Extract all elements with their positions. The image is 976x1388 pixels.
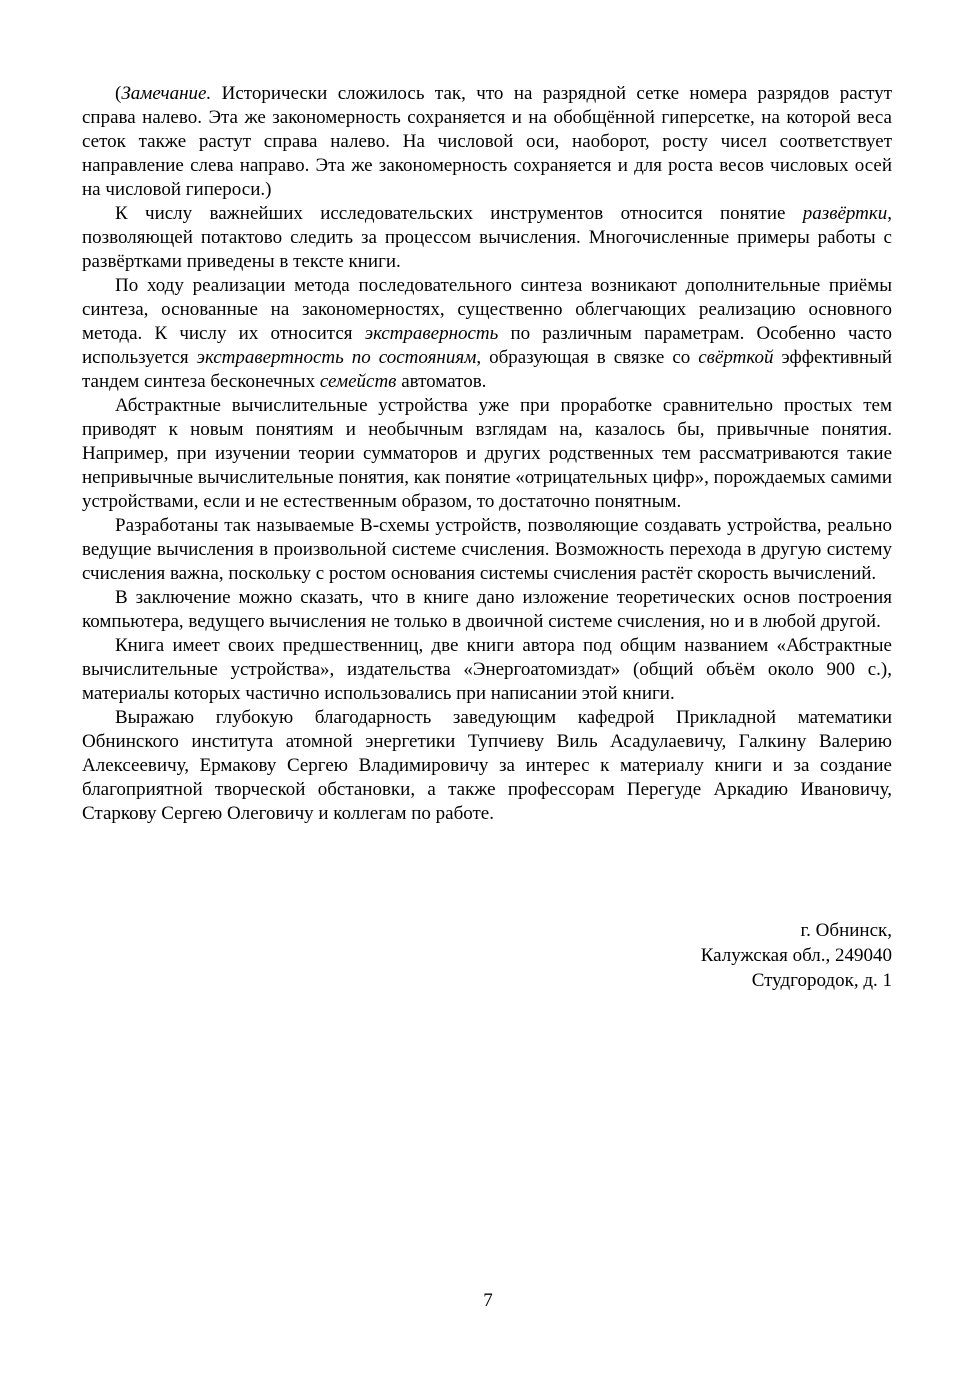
address-city: г. Обнинск, — [800, 920, 892, 941]
text-run: Выражаю глубокую благодарность заведующим кафедрой Прикладной математики Обнинского института атомной энергетики Тупчиеву Виль Асадулаевичу, Галкину Валерию Алексеевичу, Ермакову Сергею Владимировичу за интерес к материалу книги и за создание благоприятной творческой обстановки, а также профессорам Перегуде Аркадию Ивановичу, Старкову Сергею Олеговичу и коллегам по работе. — [82, 707, 892, 824]
paragraph — [82, 586, 892, 634]
text-run: эффективный тандем синтеза бесконечных — [82, 347, 893, 392]
text-run: автоматов. — [396, 371, 487, 392]
paragraph — [82, 82, 892, 202]
text-run: К числу важнейших исследовательских инструментов относится понятие — [115, 203, 803, 224]
paragraph — [82, 634, 892, 706]
text-run: ( — [115, 83, 122, 104]
text-run: Разработаны так называемые B-схемы устройств, позволяющие создавать устройства, реально ведущие вычисления в произвольной системе счисления. Возможность перехода в другую систему счисления важна, поскольку с ростом основания системы счисления растёт скорость вычислений. — [82, 515, 892, 584]
emphasized-term: семейств — [319, 371, 397, 392]
paragraph — [82, 394, 892, 514]
paragraph — [82, 202, 892, 274]
paragraph — [82, 274, 892, 394]
emphasized-term: экстравертность по состояниям — [196, 347, 477, 368]
author-address — [701, 918, 892, 993]
text-run: По ходу реализации метода последовательного синтеза возникают дополнительные приёмы синтеза, основанные на закономерностях, существенно облегчающих реализацию основного метода. К числу их относится — [82, 275, 892, 344]
text-run: , позволяющей потактово следить за процессом вычисления. Многочисленные примеры работы с развёртками приведены в тексте книги. — [82, 203, 892, 272]
text-run: Книга имеет своих предшественниц, две книги автора под общим названием «Абстрактные вычислительные устройства», издательства «Энергоатомиздат» (общий объём около 900 с.), материалы которых частично использовались при написании этой книги. — [82, 635, 892, 704]
page-number: 7 — [483, 1290, 493, 1311]
body-text — [82, 82, 892, 826]
emphasized-term: развёртки — [802, 203, 888, 224]
address-region: Калужская обл., 249040 — [700, 945, 892, 966]
text-run: , образующая в связке со — [476, 347, 699, 368]
paragraph — [82, 706, 892, 826]
paragraph — [82, 514, 892, 586]
text-run: Исторически сложилось так, что на разрядной сетке номера разрядов растут справа налево. Эта же закономерность сохраняется и на обобщённой гиперсетке, на которой веса сеток также растут справа налево. На числовой оси, наоборот, росту чисел соответствует направление слева направо. Эта же закономерность сохраняется и для роста весов числовых осей на числовой гипероси.) — [82, 83, 892, 200]
emphasized-term: свёрткой — [698, 347, 774, 368]
text-run: Абстрактные вычислительные устройства уже при проработке сравнительно простых тем приводят к новым понятиям и необычным взглядам на, казалось бы, привычные понятия. Например, при изучении теории сумматоров и других родственных тем рассматриваются такие непривычные вычислительные понятия, как понятие «отрицательных цифр», порождаемых самими устройствами, если и не естественным образом, то достаточно понятным. — [82, 395, 892, 512]
text-run: В заключение можно сказать, что в книге дано изложение теоретических основ построения компьютера, ведущего вычисления не только в двоичной системе счисления, но и в любой другой. — [82, 587, 892, 632]
text-run: по различным параметрам. Особенно часто используется — [82, 323, 892, 368]
emphasized-term: экстраверность — [364, 323, 499, 344]
address-street: Студгородок, д. 1 — [751, 970, 892, 991]
emphasized-term: Замечание. — [121, 83, 212, 104]
